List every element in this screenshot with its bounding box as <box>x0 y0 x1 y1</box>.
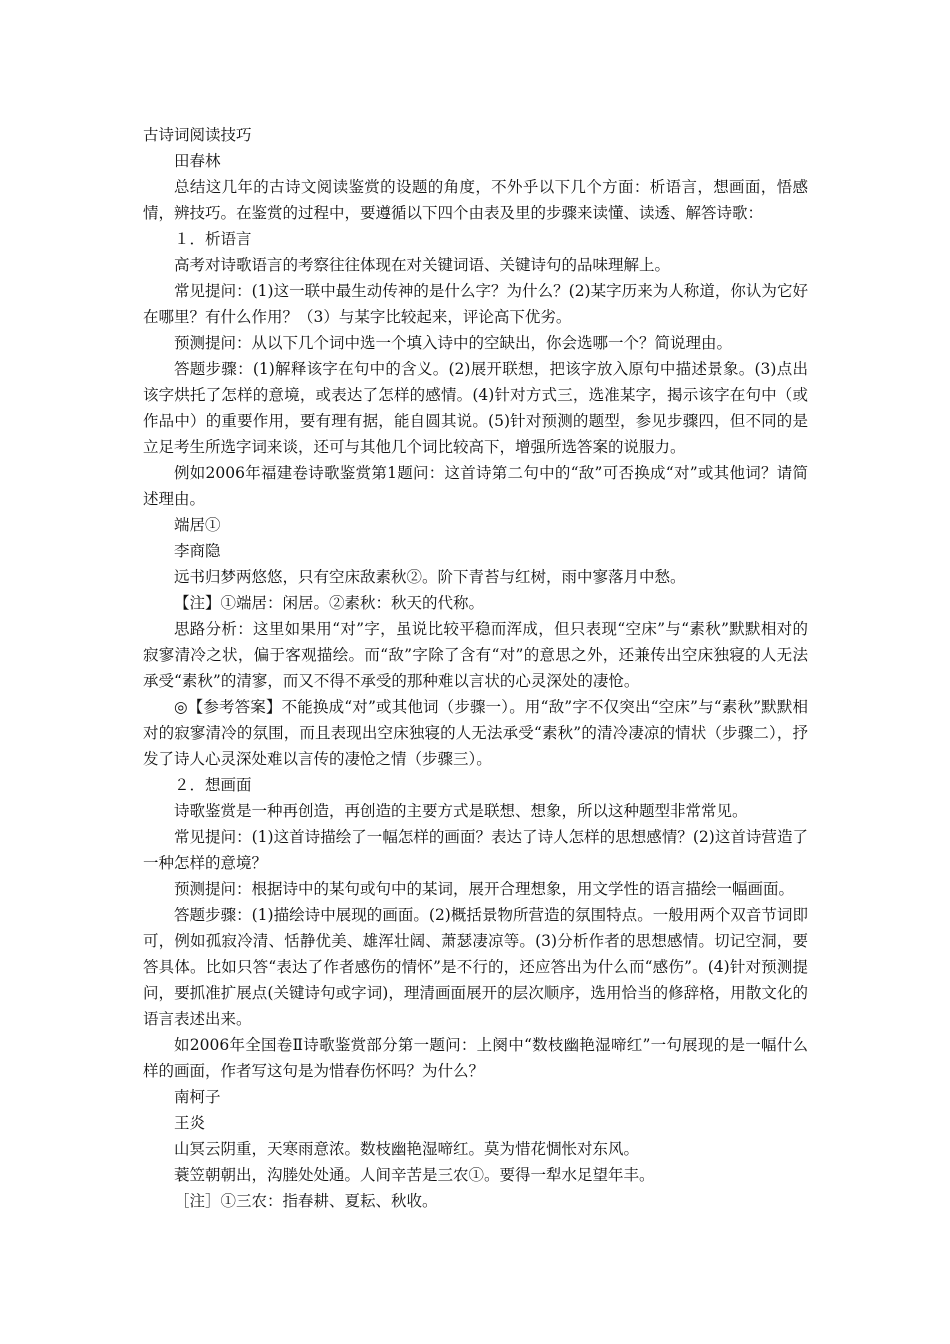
paragraph: 预测提问：从以下几个词中选一个填入诗中的空缺出，你会选哪一个？简说理由。 <box>174 334 733 352</box>
section-heading-analyze-language: １．析语言 <box>174 230 252 248</box>
paragraph: 答题步骤：(1)描绘诗中展现的画面。(2)概括景物所营造的氛围特点。一般用两个双音节词即可，例如孤寂冷清、恬静优美、雄浑壮阔、萧瑟凄凉等。(3)分析作者的思想感情。切记空洞，要答具体。比如只答“表达了作者感伤的情怀”是不行的，还应答出为什么而“感伤”。(4)针对预测提问，要抓准扩展点(关键诗句或字词)，理清画面展开的层次顺序，选用恰当的修辞格，用散文化的语言表述出来。 <box>143 906 808 1028</box>
paragraph: 常见提问：(1)这一联中最生动传神的是什么字？为什么？(2)某字历来为人称道，你认为它好在哪里？有什么作用？（3）与某字比较起来，评论高下优劣。 <box>143 282 808 326</box>
paragraph: 如2006年全国卷Ⅱ诗歌鉴赏部分第一题问：上阕中“数枝幽艳湿啼红”一句展现的是一幅什么样的画面，作者写这句是为惜春伤怀吗？为什么？ <box>143 1036 808 1080</box>
paragraph: 例如2006年福建卷诗歌鉴赏第1题问：这首诗第二句中的“敌”可否换成“对”或其他词？请简述理由。 <box>143 464 808 508</box>
document-title: 古诗词阅读技巧 <box>143 126 252 144</box>
poem-author: 李商隐 <box>174 542 221 560</box>
paragraph: 预测提问：根据诗中的某句或句中的某词，展开合理想象，用文学性的语言描绘一幅画面。 <box>174 880 795 898</box>
poem-title: 端居① <box>174 516 221 534</box>
poem-text: 山冥云阴重，天寒雨意浓。数枝幽艳湿啼红。莫为惜花惆怅对东风。 <box>174 1140 640 1158</box>
paragraph: 诗歌鉴赏是一种再创造，再创造的主要方式是联想、想象，所以这种题型非常常见。 <box>174 802 748 820</box>
paragraph: 思路分析：这里如果用“对”字，虽说比较平稳而浑成，但只表现“空床”与“素秋”默默相对的寂寥清冷之状，偏于客观描绘。而“敌”字除了含有“对”的意思之外，还兼传出空床独寝的人无法承受“素秋”的清寥，而又不得不承受的那种难以言状的心灵深处的凄怆。 <box>143 620 808 690</box>
paragraph: 高考对诗歌语言的考察往往体现在对关键词语、关键诗句的品味理解上。 <box>174 256 671 274</box>
paragraph: 答题步骤：(1)解释该字在句中的含义。(2)展开联想，把该字放入原句中描述景象。(3)点出该字烘托了怎样的意境，或表达了怎样的感情。(4)针对方式三，选准某字，揭示该字在句中（或作品中）的重要作用，要有理有据，能自圆其说。(5)针对预测的题型，参见步骤四，但不同的是立足考生所选字词来谈，还可与其他几个词比较高下，增强所选答案的说服力。 <box>143 360 808 456</box>
poem-title: 南柯子 <box>174 1088 221 1106</box>
poem-author: 王炎 <box>174 1114 206 1132</box>
section-heading-imagine-scene: ２．想画面 <box>174 776 252 794</box>
reference-answer: ◎【参考答案】不能换成“对”或其他词（步骤一）。用“敌”字不仅突出“空床”与“素秋”默默相对的寂寥清冷的氛围，而且表现出空床独寝的人无法承受“素秋”的清冷凄凉的情状（步骤二），抒发了诗人心灵深处难以言传的凄怆之情（步骤三）。 <box>143 698 808 768</box>
poem-text: 蓑笠朝朝出，沟塍处处通。人间辛苦是三农①。要得一犁水足望年丰。 <box>174 1166 655 1184</box>
poem-text: 远书归梦两悠悠，只有空床敌素秋②。阶下青苔与红树，雨中寥落月中愁。 <box>174 568 686 586</box>
paragraph: 常见提问：(1)这首诗描绘了一幅怎样的画面？表达了诗人怎样的思想感情？(2)这首诗营造了一种怎样的意境？ <box>143 828 808 872</box>
document-body <box>143 122 808 1214</box>
poem-note: 【注】①端居：闲居。②素秋：秋天的代称。 <box>174 594 485 612</box>
poem-note: ［注］①三农：指春耕、夏耘、秋收。 <box>174 1192 438 1210</box>
document-author: 田春林 <box>174 152 221 170</box>
paragraph: 总结这几年的古诗文阅读鉴赏的设题的角度，不外乎以下几个方面：析语言，想画面，悟感情，辨技巧。在鉴赏的过程中，要遵循以下四个由表及里的步骤来读懂、读透、解答诗歌： <box>143 178 808 222</box>
